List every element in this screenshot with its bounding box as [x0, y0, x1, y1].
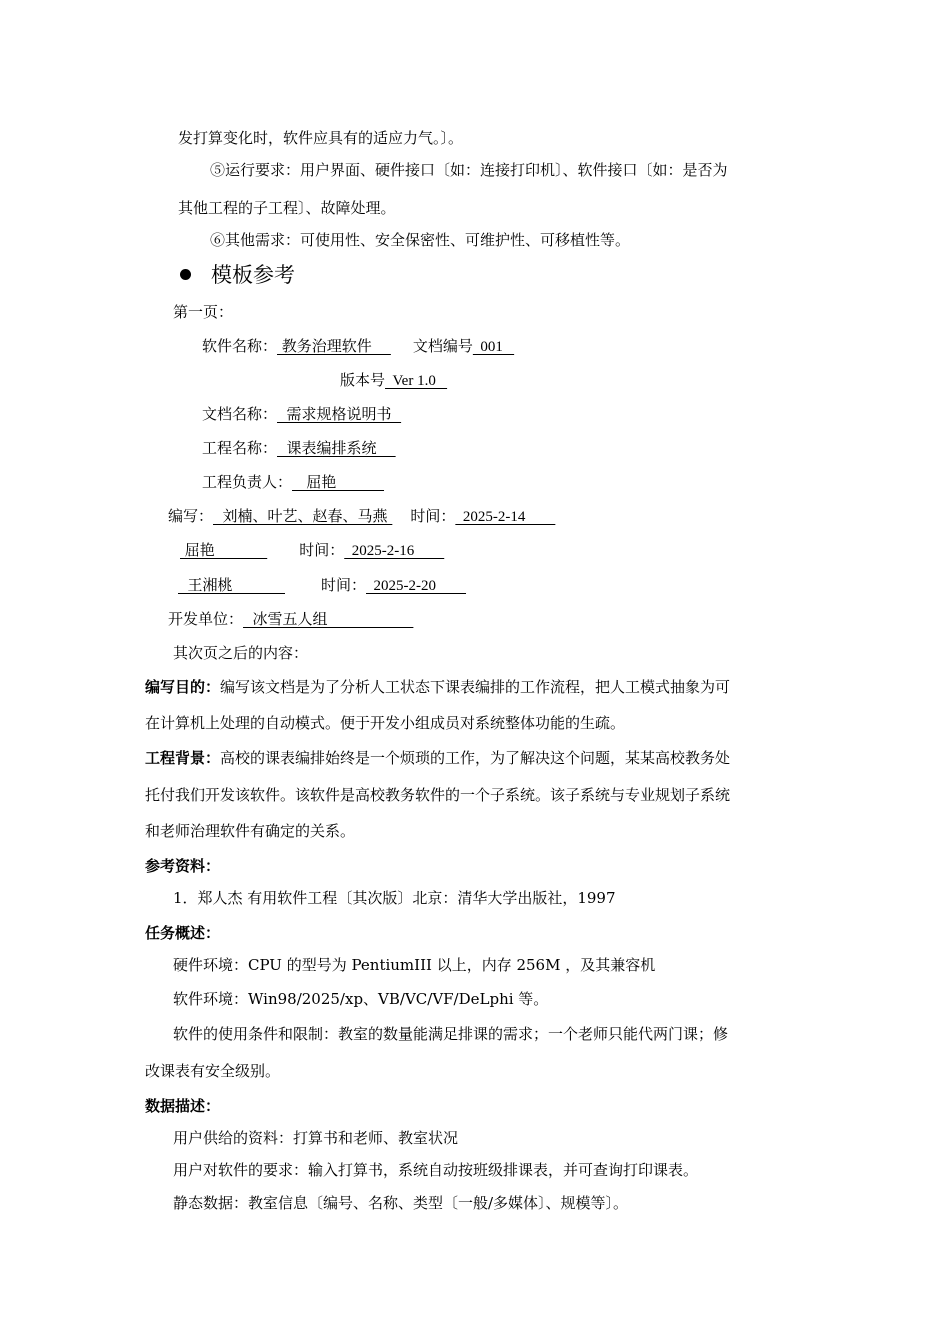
author-value: 刘楠、叶艺、赵春、马燕 [213, 507, 393, 525]
dev-unit-value: 冰雪五人组 [243, 610, 414, 628]
data-title: 数据描述： [145, 1097, 221, 1115]
background-line3: 和老师治理软件有确定的关系。 [145, 822, 356, 840]
version-value: Ver 1.0 [385, 373, 448, 389]
following-pages-label: 其次页之后的内容： [173, 644, 309, 662]
background-line2: 托付我们开发该软件。该软件是高校教务软件的一个子系统。该子系统与专业规划子系统 [145, 786, 731, 804]
requirement-5-line2: 其他工程的子工程〕、故障处理。 [178, 199, 396, 217]
dev-unit-row [168, 609, 413, 629]
doc-no-value: 001 [472, 339, 515, 355]
requirement-6: ⑥其他需求：可使用性、安全保密性、可维护性、可移植性等。 [210, 231, 631, 249]
software-name-label: 软件名称： [202, 337, 278, 355]
version-row [340, 370, 447, 391]
requirement-5-line1: ⑤运行要求：用户界面、硬件接口〔如：连接打印机〕、软件接口〔如：是否为 [210, 161, 728, 179]
reviewer1-row [180, 540, 444, 561]
project-lead-value: 屈艳 [292, 473, 385, 491]
project-lead-row [202, 472, 384, 492]
template-heading [180, 262, 295, 288]
dev-unit-label: 开发单位： [168, 610, 244, 628]
reference-item: 1．郑人杰 有用软件工程〔其次版〕北京：清华大学出版社，1997 [173, 889, 616, 907]
hardware-env: 硬件环境：CPU 的型号为 PentiumIII 以上，内存 256M ，及其兼容机 [173, 956, 656, 974]
background-text: 高校的课表编排始终是一个烦琐的工作，为了解决这个问题，某某高校教务处 [220, 749, 731, 767]
references-title: 参考资料： [145, 857, 221, 875]
purpose-line1 [145, 677, 730, 697]
doc-name-value: 需求规格说明书 [277, 405, 402, 423]
user-requirements: 用户对软件的要求：输入打算书，系统自动按班级排课表，并可查询打印课表。 [173, 1161, 699, 1179]
reviewer2-row [178, 575, 466, 596]
purpose-text: 编写该文档是为了分析人工状态下课表编排的工作流程，把人工模式抽象为可 [220, 678, 731, 696]
version-label: 版本号 [340, 371, 386, 389]
page-label: 第一页： [173, 303, 234, 321]
author-time-value: 2025-2-14 [455, 509, 556, 525]
software-name-row [202, 336, 514, 357]
reviewer1-time-value: 2025-2-16 [344, 543, 445, 559]
project-lead-label: 工程负责人： [202, 473, 293, 491]
author-time-label: 时间： [410, 507, 456, 525]
doc-no-label: 文档编号 [412, 337, 473, 355]
background-title: 工程背景： [145, 749, 221, 767]
project-name-value: 课表编排系统 [277, 439, 396, 457]
author-label: 编写： [168, 507, 214, 525]
reviewer2-time-value: 2025-2-20 [366, 578, 467, 594]
static-data: 静态数据：教室信息〔编号、名称、类型〔一般/多媒体〕、规模等〕。 [173, 1194, 629, 1212]
user-data: 用户供给的资料：打算书和老师、教室状况 [173, 1129, 459, 1147]
doc-name-row [202, 404, 401, 424]
reviewer2-time-label: 时间： [321, 576, 367, 594]
constraints-line2: 改课表有安全级别。 [145, 1062, 281, 1080]
software-name-value: 教务治理软件 [277, 337, 391, 355]
author-row [168, 506, 555, 527]
purpose-title: 编写目的： [145, 678, 221, 696]
purpose-line2: 在计算机上处理的自动模式。便于开发小组成员对系统整体功能的生疏。 [145, 714, 626, 732]
intro-line: 发打算变化时，软件应具有的适应力气。〕。 [178, 129, 464, 147]
reviewer1-time-label: 时间： [299, 541, 345, 559]
background-line1 [145, 748, 730, 768]
template-heading-text: 模板参考 [211, 263, 295, 287]
software-env: 软件环境：Win98/2025/xp、VB/VC/VF/DeLphi 等。 [173, 990, 549, 1008]
doc-name-label: 文档名称： [202, 405, 278, 423]
reviewer2-name: 王湘桃 [178, 576, 285, 594]
project-name-label: 工程名称： [202, 439, 278, 457]
project-name-row [202, 438, 396, 458]
reviewer1-name: 屈艳 [180, 541, 268, 559]
bullet-icon [180, 269, 191, 280]
constraints-line1: 软件的使用条件和限制：教室的数量能满足排课的需求；一个老师只能代两门课；修 [173, 1025, 729, 1043]
overview-title: 任务概述： [145, 924, 221, 942]
